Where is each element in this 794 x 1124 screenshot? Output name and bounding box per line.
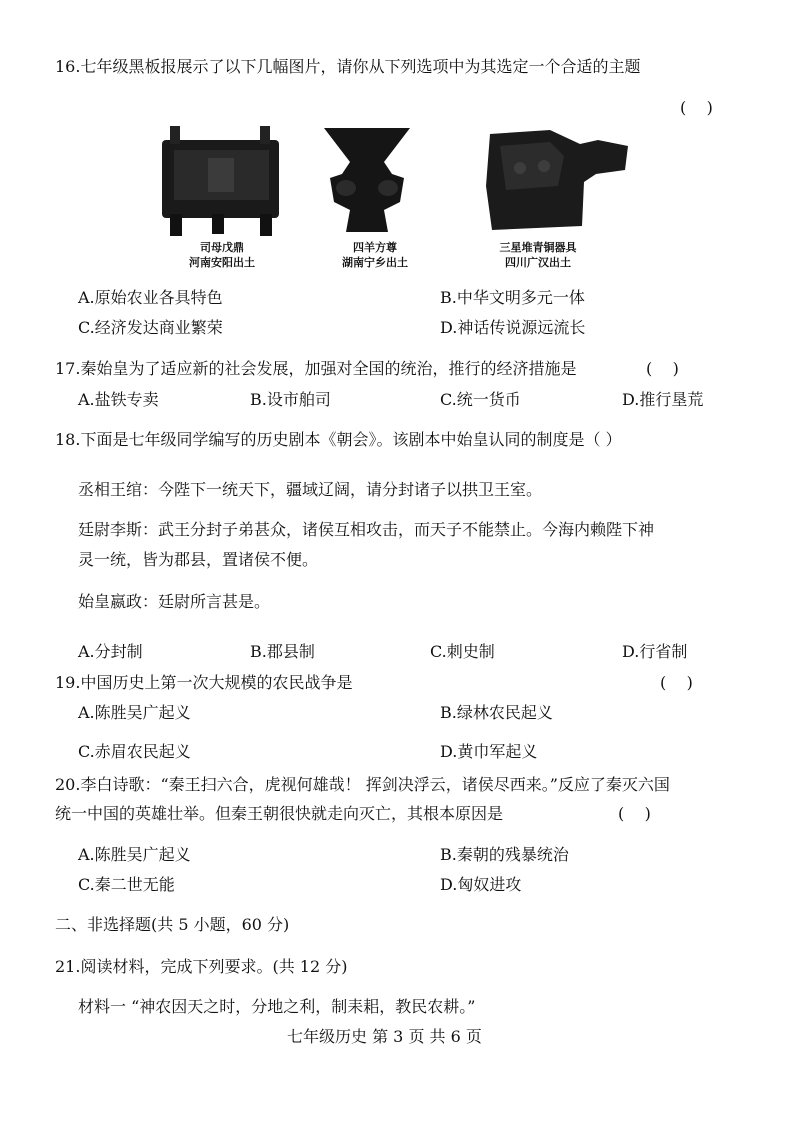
q18-script-line-3: 始皇嬴政：廷尉所言甚是。 — [78, 592, 271, 611]
q17-option-d[interactable]: D.推行垦荒 — [622, 390, 704, 409]
q18-option-b[interactable]: B.郡县制 — [250, 642, 315, 661]
q16-stem: 16.七年级黑板报展示了以下几幅图片，请你从下列选项中为其选定一个合适的主题 — [55, 57, 641, 76]
q16-option-c[interactable]: C.经济发达商业繁荣 — [78, 318, 223, 337]
bronze-zun-caption-name: 四羊方尊 — [353, 241, 397, 254]
q20-option-c[interactable]: C.秦二世无能 — [78, 875, 175, 894]
bronze-zun-image — [322, 126, 412, 234]
q18-script-line-2b: 灵一统，皆为郡县，置诸侯不便。 — [78, 550, 319, 569]
q18-script-line-1: 丞相王绾：今陛下一统天下，疆域辽阔，请分封诸子以拱卫王室。 — [78, 480, 543, 499]
q17-option-b[interactable]: B.设市舶司 — [250, 390, 331, 409]
page-footer: 七年级历史 第 3 页 共 6 页 — [287, 1027, 482, 1046]
bronze-zun-caption-origin: 湖南宁乡出土 — [342, 256, 408, 269]
q19-option-d[interactable]: D.黄巾军起义 — [440, 742, 538, 761]
q19-stem: 19.中国历史上第一次大规模的农民战争是 — [55, 673, 353, 692]
q20-option-a[interactable]: A.陈胜吴广起义 — [78, 845, 191, 864]
q18-option-c[interactable]: C.刺史制 — [430, 642, 495, 661]
q20-stem-line-1: 20.李白诗歌：“秦王扫六合，虎视何雄哉！ 挥剑决浮云，诸侯尽西来。”反应了秦灭六国 — [55, 775, 670, 794]
q20-option-d[interactable]: D.匈奴进攻 — [440, 875, 522, 894]
bronze-ding-image — [160, 122, 285, 237]
q16-option-a[interactable]: A.原始农业各具特色 — [78, 288, 223, 307]
q17-option-c[interactable]: C.统一货币 — [440, 390, 521, 409]
q21-material-1: 材料一 “神农因天之时，分地之利，制耒耜，教民农耕。” — [78, 997, 476, 1016]
q17-answer-bracket: ( ) — [646, 359, 679, 378]
q19-option-c[interactable]: C.赤眉农民起义 — [78, 742, 191, 761]
q16-option-b[interactable]: B.中华文明多元一体 — [440, 288, 585, 307]
bronze-ding-caption-name: 司母戊鼎 — [200, 241, 244, 254]
q17-stem: 17.秦始皇为了适应新的社会发展，加强对全国的统治，推行的经济措施是 — [55, 359, 577, 378]
bronze-head-image — [480, 126, 630, 234]
q17-option-a[interactable]: A.盐铁专卖 — [78, 390, 159, 409]
q18-option-d[interactable]: D.行省制 — [622, 642, 688, 661]
q19-option-a[interactable]: A.陈胜吴广起义 — [78, 703, 191, 722]
section-2-heading: 二、非选择题(共 5 小题，60 分) — [55, 915, 290, 934]
q19-answer-bracket: ( ) — [660, 673, 693, 692]
q20-answer-bracket: ( ) — [618, 804, 651, 823]
bronze-ding-caption-origin: 河南安阳出土 — [189, 256, 255, 269]
q20-stem-line-2: 统一中国的英雄壮举。但秦王朝很快就走向灭亡，其根本原因是 — [55, 804, 504, 823]
q18-script-line-2a: 廷尉李斯：武王分封子弟甚众，诸侯互相攻击，而天子不能禁止。今海内赖陛下神 — [78, 520, 655, 539]
q19-option-b[interactable]: B.绿林农民起义 — [440, 703, 553, 722]
bronze-zun-caption — [305, 240, 445, 270]
bronze-ding-caption — [152, 240, 292, 270]
q18-option-a[interactable]: A.分封制 — [78, 642, 143, 661]
bronze-head-caption-name: 三星堆青铜器具 — [499, 241, 577, 254]
q20-option-b[interactable]: B.秦朝的残暴统治 — [440, 845, 569, 864]
bronze-head-caption — [468, 240, 608, 270]
q21-stem: 21.阅读材料，完成下列要求。(共 12 分) — [55, 957, 348, 976]
q16-option-d[interactable]: D.神话传说源远流长 — [440, 318, 586, 337]
q16-answer-bracket: ( ) — [680, 98, 713, 117]
q18-stem: 18.下面是七年级同学编写的历史剧本《朝会》。该剧本中始皇认同的制度是（ ） — [55, 430, 622, 449]
bronze-head-caption-origin: 四川广汉出土 — [505, 256, 571, 269]
